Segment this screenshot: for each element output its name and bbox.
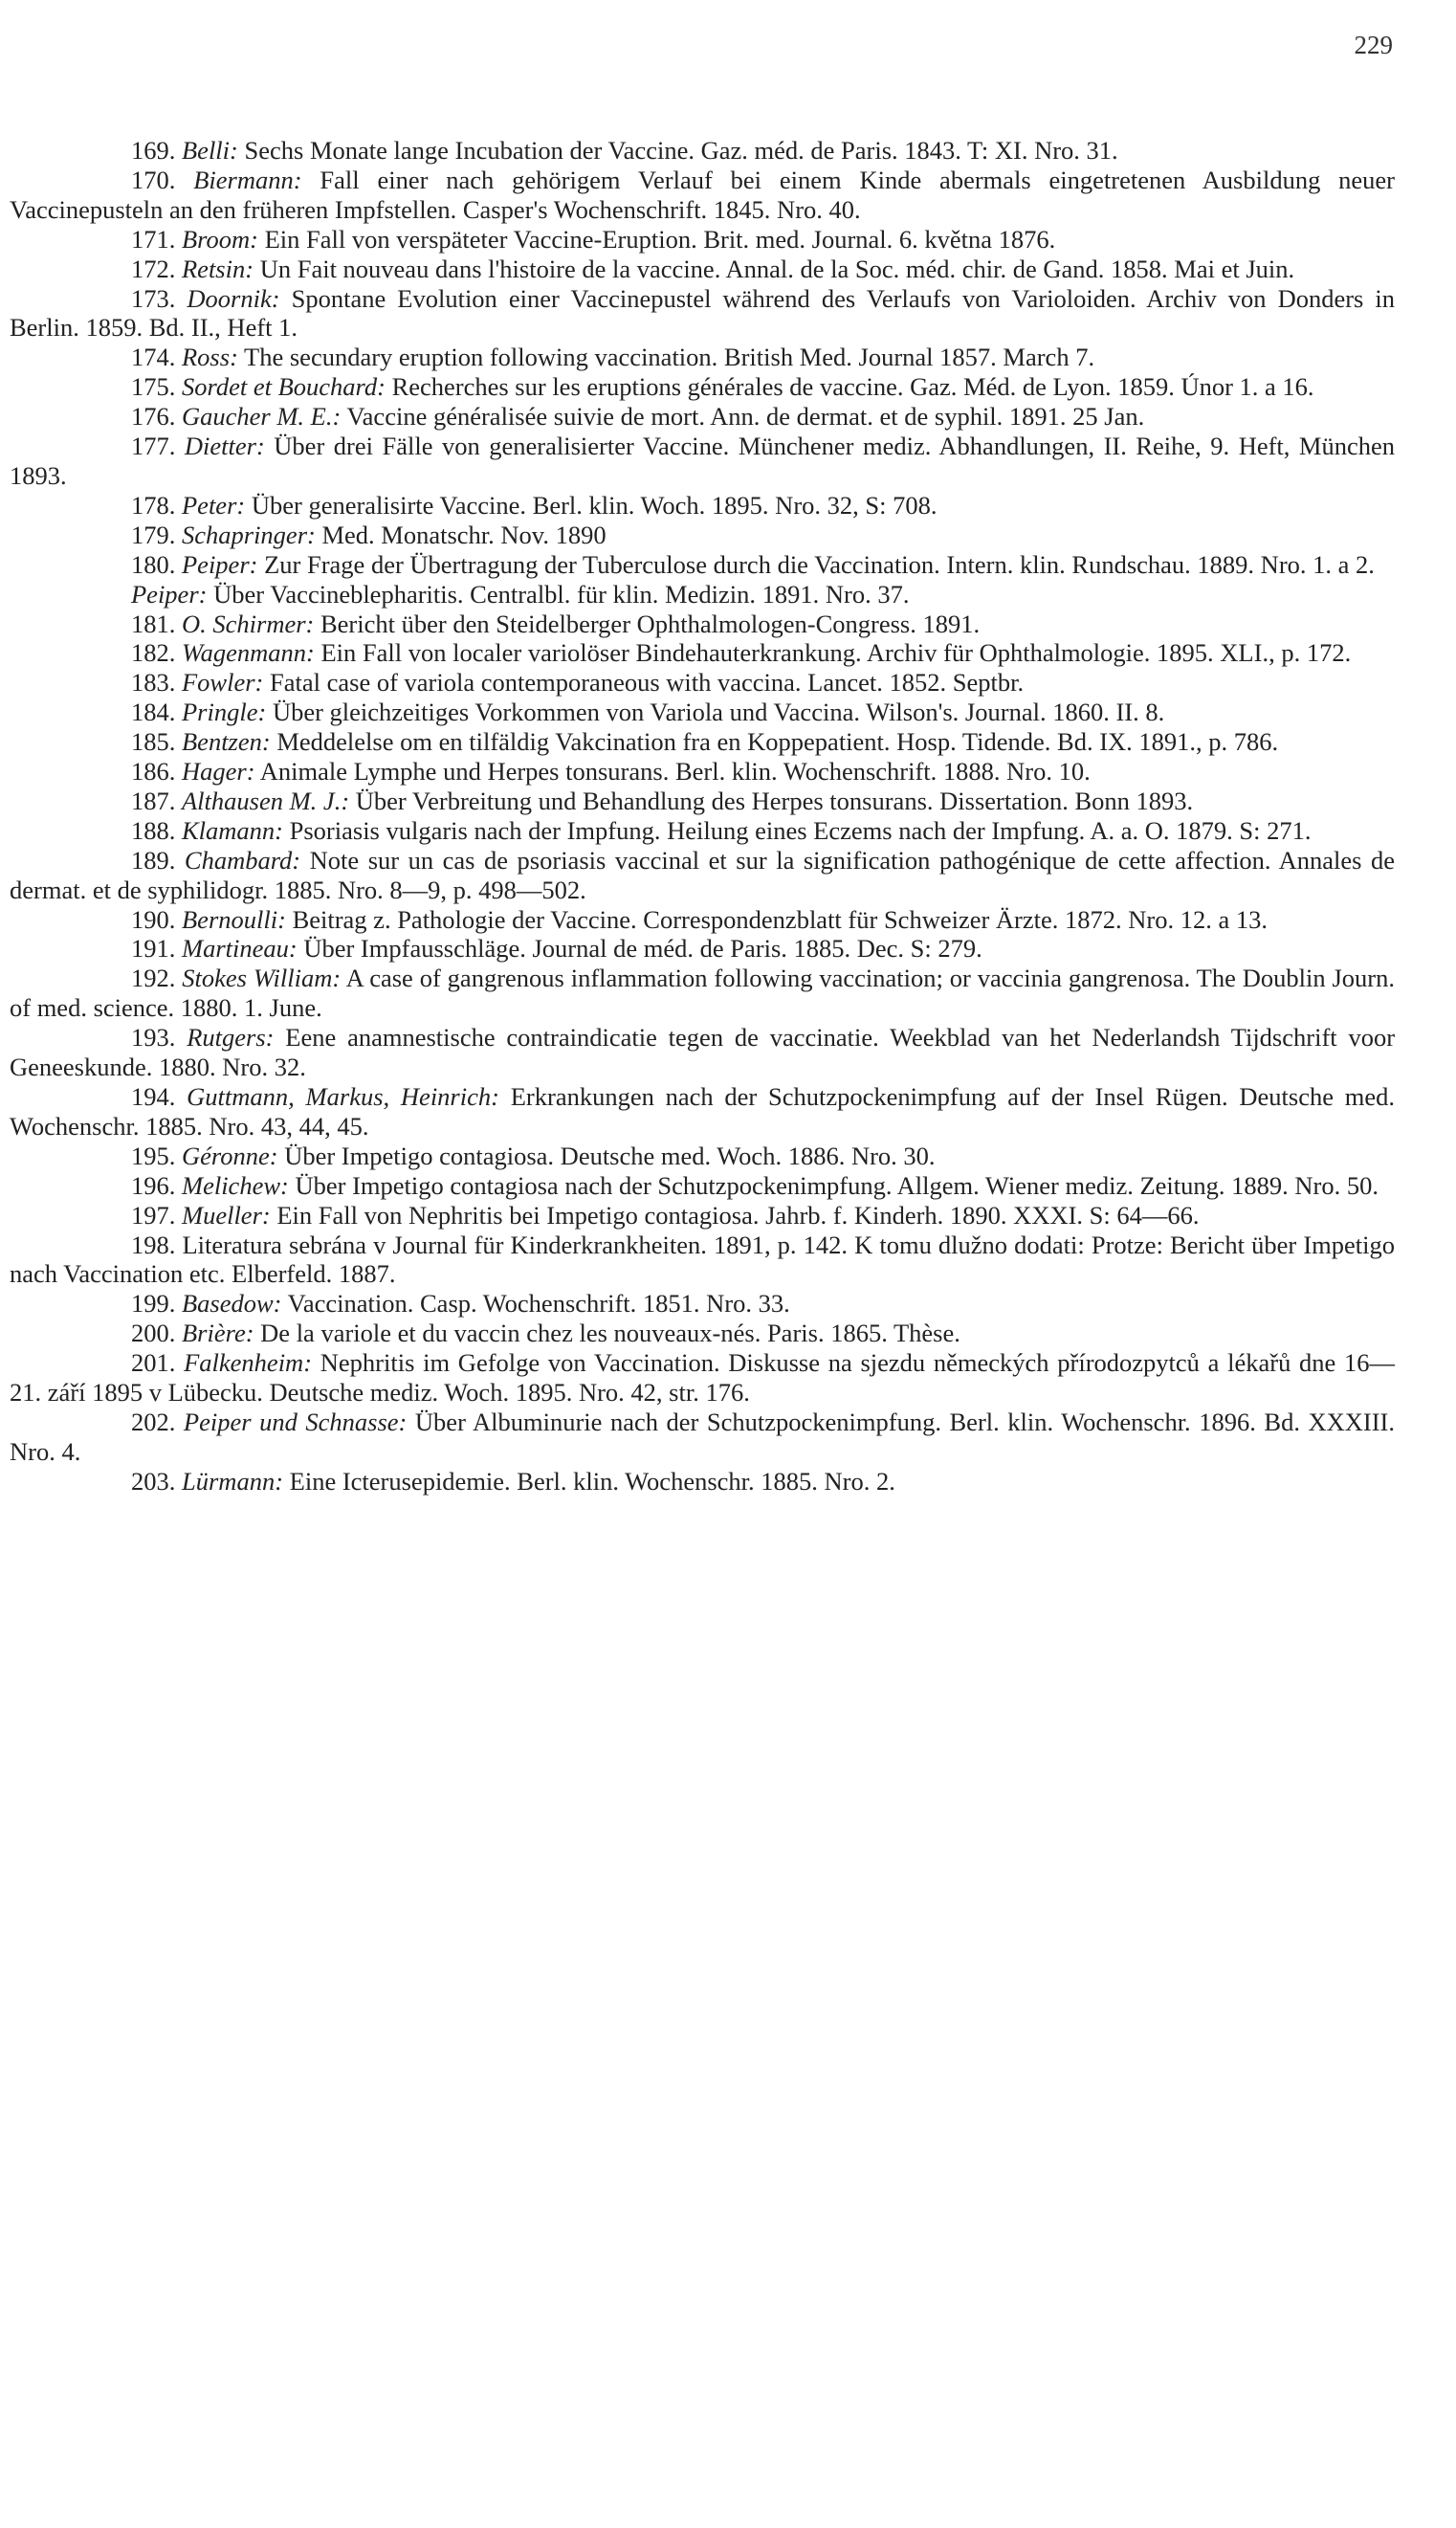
entry-text: Fatal case of variola contemporaneous with vaccina. Lancet. 1852. Septbr. bbox=[270, 668, 1025, 698]
entry-text: Med. Monatschr. Nov. 1890 bbox=[321, 520, 607, 549]
page-number: 229 bbox=[1354, 31, 1393, 59]
entry-author: Brière: bbox=[182, 1319, 254, 1348]
entry-author: Rutgers: bbox=[187, 1023, 275, 1053]
entry-author: Fowler: bbox=[182, 668, 264, 698]
entry-number: 188. bbox=[131, 815, 176, 845]
entry-text: Vaccine généralisée suivie de mort. Ann. de dermat. et de syphil. 1891. 25 Jan. bbox=[346, 402, 1145, 432]
entry-number: 180. bbox=[131, 549, 176, 579]
entry-number: 169. bbox=[131, 136, 176, 165]
bibliography-entry bbox=[10, 1023, 1395, 1082]
bibliography-entry bbox=[10, 402, 1395, 432]
bibliography-entry bbox=[10, 255, 1395, 284]
bibliography-entry bbox=[10, 1142, 1395, 1171]
entry-text: Recherches sur les eruptions générales de vaccine. Gaz. Méd. de Lyon. 1859. Únor 1. a 16. bbox=[391, 372, 1314, 402]
entry-number: 186. bbox=[131, 757, 176, 787]
bibliography-entry bbox=[10, 1231, 1395, 1290]
entry-number: 189. bbox=[131, 845, 176, 875]
entry-author: Martineau: bbox=[182, 934, 298, 964]
entry-author: Falkenheim: bbox=[184, 1348, 313, 1378]
entry-number: 187. bbox=[131, 786, 176, 815]
entry-number: 175. bbox=[131, 372, 176, 402]
entry-number: 201. bbox=[131, 1348, 176, 1378]
bibliography-entry bbox=[10, 610, 1395, 639]
bibliography-entry bbox=[10, 1171, 1395, 1201]
bibliography-entry bbox=[10, 816, 1395, 846]
bibliography-entry bbox=[10, 934, 1395, 964]
bibliography-entry bbox=[10, 1082, 1395, 1142]
entry-author: Schapringer: bbox=[182, 520, 316, 549]
entry-number: 198. bbox=[131, 1230, 176, 1259]
entry-text: Über Impfausschläge. Journal de méd. de Paris. 1885. Dec. S: 279. bbox=[303, 934, 982, 964]
entry-text: Fall einer nach gehörigem Verlauf bei einem Kinde abermals eingetretenen Ausbildung neuer Vaccinepusteln an den früheren Impfstellen. Casper's Wochenschrift. 1845. Nro. 40. bbox=[10, 165, 1396, 224]
bibliography-entry bbox=[10, 905, 1395, 935]
entry-author: Retsin: bbox=[182, 254, 254, 283]
entry-number: 181. bbox=[131, 609, 176, 638]
entry-author: Sordet et Bouchard: bbox=[182, 372, 386, 402]
bibliography-entry bbox=[10, 787, 1395, 816]
entry-author: Wagenmann: bbox=[182, 638, 315, 668]
bibliography-entry bbox=[10, 166, 1395, 225]
entry-author: Biermann: bbox=[193, 165, 302, 194]
entry-number: 185. bbox=[131, 727, 176, 757]
entry-text: Zur Frage der Übertragung der Tuberculose durch die Vaccination. Intern. klin. Rundschau. 1889. Nro. 1. a 2. bbox=[264, 549, 1375, 579]
entry-author: Peiper: bbox=[131, 579, 208, 609]
bibliography-entry bbox=[10, 638, 1395, 668]
entry-text: Psoriasis vulgaris nach der Impfung. Heilung eines Eczems nach der Impfung. A. a. O. 1879. S: 271. bbox=[289, 815, 1312, 845]
entry-number: 184. bbox=[131, 698, 176, 727]
bibliography-entry bbox=[10, 1201, 1395, 1231]
entry-text: Eine Icterusepidemie. Berl. klin. Wochenschr. 1885. Nro. 2. bbox=[289, 1466, 895, 1496]
bibliography-entry bbox=[10, 225, 1395, 255]
entry-author: Stokes William: bbox=[182, 964, 342, 993]
entry-number: 203. bbox=[131, 1466, 176, 1496]
entry-author: Bentzen: bbox=[182, 727, 271, 757]
entry-text: De la variole et du vaccin chez les nouveaux-nés. Paris. 1865. Thèse. bbox=[260, 1319, 960, 1348]
entry-text: Über Vaccineblepharitis. Centralbl. für klin. Medizin. 1891. Nro. 37. bbox=[213, 579, 910, 609]
entry-number: 192. bbox=[131, 964, 176, 993]
entry-number: 202. bbox=[131, 1407, 176, 1436]
bibliography-entry bbox=[10, 1408, 1395, 1467]
entry-author: Broom: bbox=[182, 224, 258, 254]
entry-number: 183. bbox=[131, 668, 176, 698]
bibliography-entry bbox=[10, 846, 1395, 905]
bibliography-entry bbox=[10, 964, 1395, 1023]
entry-text: Beitrag z. Pathologie der Vaccine. Correspondenzblatt für Schweizer Ärzte. 1872. Nro. 12. a 13. bbox=[292, 904, 1268, 934]
entry-text: Ein Fall von verspäteter Vaccine-Eruption. Brit. med. Journal. 6. května 1876. bbox=[264, 224, 1056, 254]
entry-author: Doornik: bbox=[187, 283, 280, 313]
entry-number: 176. bbox=[131, 402, 176, 432]
entry-author: Dietter: bbox=[184, 432, 265, 461]
entry-author: Belli: bbox=[182, 136, 238, 165]
entry-number: 179. bbox=[131, 520, 176, 549]
entry-number: 171. bbox=[131, 224, 176, 254]
entry-text: Vaccination. Casp. Wochenschrift. 1851. Nro. 33. bbox=[287, 1289, 790, 1319]
entry-text: Über Impetigo contagiosa nach der Schutzpockenimpfung. Allgem. Wiener mediz. Zeitung. 1889. Nro. 50. bbox=[295, 1170, 1379, 1200]
entry-author: Gaucher M. E.: bbox=[182, 402, 342, 432]
bibliography-entry bbox=[10, 757, 1395, 787]
entry-author: Pringle: bbox=[182, 698, 267, 727]
entry-text: Über Verbreitung und Behandlung des Herpes tonsurans. Dissertation. Bonn 1893. bbox=[355, 786, 1194, 815]
entry-author: Althausen M. J.: bbox=[182, 786, 350, 815]
bibliography-entry bbox=[10, 136, 1395, 166]
entry-text: Animale Lymphe und Herpes tonsurans. Berl. klin. Wochenschrift. 1888. Nro. 10. bbox=[259, 757, 1091, 787]
entry-author: Mueller: bbox=[182, 1200, 271, 1230]
entry-number: 177. bbox=[131, 432, 176, 461]
entry-author: Klamann: bbox=[182, 815, 283, 845]
entry-author: Guttmann, Markus, Heinrich: bbox=[187, 1082, 499, 1111]
entry-number: 200. bbox=[131, 1319, 176, 1348]
bibliography-entry bbox=[10, 372, 1395, 402]
entry-number: 178. bbox=[131, 490, 176, 520]
entry-author: Peiper und Schnasse: bbox=[183, 1407, 408, 1436]
entry-number: 197. bbox=[131, 1200, 176, 1230]
entry-text: The secundary eruption following vaccination. British Med. Journal 1857. March 7. bbox=[244, 343, 1095, 372]
bibliography-entry bbox=[10, 491, 1395, 521]
bibliography-entry bbox=[10, 580, 1395, 610]
entry-number: 191. bbox=[131, 934, 176, 964]
entry-author: Lürmann: bbox=[182, 1466, 284, 1496]
bibliography-entry bbox=[10, 521, 1395, 550]
entry-author: Peter: bbox=[182, 490, 246, 520]
entry-text: Über Albuminurie nach der Schutzpockenimpfung. Berl. klin. Wochenschr. 1896. Bd. XXXIII. Nro. 4. bbox=[10, 1407, 1395, 1466]
entry-text: Bericht über den Steidelberger Ophthalmologen-Congress. 1891. bbox=[320, 609, 981, 638]
bibliography-entry bbox=[10, 343, 1395, 372]
bibliography-entry bbox=[10, 1348, 1395, 1408]
entry-text: Sechs Monate lange Incubation der Vaccine. Gaz. méd. de Paris. 1843. T: XI. Nro. 31. bbox=[244, 136, 1118, 165]
entry-author: Ross: bbox=[182, 343, 238, 372]
bibliography-entry bbox=[10, 550, 1395, 580]
entry-text: Un Fait nouveau dans l'histoire de la vaccine. Annal. de la Soc. méd. chir. de Gand. 1858. Mai et Juin. bbox=[259, 254, 1295, 283]
bibliography-entry bbox=[10, 432, 1395, 491]
entry-text: Über gleichzeitiges Vorkommen von Variola und Vaccina. Wilson's. Journal. 1860. II. 8. bbox=[272, 698, 1165, 727]
entry-text: A case of gangrenous inflammation following vaccination; or vaccinia gangrenosa. The Doublin Journ. of med. science. 1880. 1. June. bbox=[10, 964, 1396, 1023]
bibliography-entry bbox=[10, 1319, 1395, 1348]
entry-number: 190. bbox=[131, 904, 176, 934]
entry-author: Bernoulli: bbox=[182, 904, 286, 934]
entry-number: 182. bbox=[131, 638, 176, 668]
bibliography-entry bbox=[10, 284, 1395, 344]
bibliography-entry bbox=[10, 1289, 1395, 1319]
bibliography-list bbox=[10, 136, 1395, 1497]
entry-text: Spontane Evolution einer Vaccinepustel während des Verlaufs von Varioloiden. Archiv von Donders in Berlin. 1859. Bd. II., Heft 1. bbox=[10, 283, 1396, 343]
entry-number: 173. bbox=[131, 283, 176, 313]
entry-text: Eene anamnestische contraindicatie tegen de vaccinatie. Weekblad van het Nederlandsh Tijdschrift voor Geneeskunde. 1880. Nro. 32. bbox=[10, 1023, 1396, 1082]
entry-author: O. Schirmer: bbox=[182, 609, 315, 638]
bibliography-entry bbox=[10, 727, 1395, 757]
entry-author: Géronne: bbox=[182, 1141, 278, 1170]
entry-author: Peiper: bbox=[182, 549, 258, 579]
entry-number: 195. bbox=[131, 1141, 176, 1170]
entry-author: Basedow: bbox=[182, 1289, 282, 1319]
entry-text: Literatura sebrána v Journal für Kinderkrankheiten. 1891, p. 142. K tomu dlužno dodati: Protze: Bericht über Impetigo nach Vaccination etc. Elberfeld. 1887. bbox=[10, 1230, 1395, 1289]
entry-text: Meddelelse om en tilfäldig Vakcination fra en Koppepatient. Hosp. Tidende. Bd. IX. 1891., p. 786. bbox=[276, 727, 1279, 757]
entry-text: Über Impetigo contagiosa. Deutsche med. Woch. 1886. Nro. 30. bbox=[284, 1141, 936, 1170]
entry-author: Chambard: bbox=[184, 845, 301, 875]
entry-text: Note sur un cas de psoriasis vaccinal et sur la signification pathogénique de cette affection. Annales de dermat. et de syphilidogr. 1885. Nro. 8—9, p. 498—502. bbox=[10, 845, 1396, 904]
bibliography-entry bbox=[10, 698, 1395, 727]
entry-number: 199. bbox=[131, 1289, 176, 1319]
entry-author: Hager: bbox=[182, 757, 255, 787]
entry-text: Über drei Fälle von generalisierter Vaccine. Münchener mediz. Abhandlungen, II. Reihe, 9. Heft, München 1893. bbox=[10, 432, 1396, 490]
entry-number: 170. bbox=[131, 165, 176, 194]
bibliography-entry bbox=[10, 668, 1395, 698]
entry-number: 174. bbox=[131, 343, 176, 372]
entry-number: 193. bbox=[131, 1023, 176, 1053]
entry-author: Melichew: bbox=[182, 1170, 289, 1200]
entry-text: Erkrankungen nach der Schutzpockenimpfung auf der Insel Rügen. Deutsche med. Wochenschr. 1885. Nro. 43, 44, 45. bbox=[10, 1082, 1395, 1141]
entry-number: 172. bbox=[131, 254, 176, 283]
entry-text: Ein Fall von Nephritis bei Impetigo contagiosa. Jahrb. f. Kinderh. 1890. XXXI. S: 64—66. bbox=[276, 1200, 1200, 1230]
entry-number: 196. bbox=[131, 1170, 176, 1200]
entry-text: Über generalisirte Vaccine. Berl. klin. Woch. 1895. Nro. 32, S: 708. bbox=[251, 490, 938, 520]
entry-text: Nephritis im Gefolge von Vaccination. Diskusse na sjezdu německých přírodozpytců a lékařů dne 16—21. září 1895 v Lübecku. Deutsche mediz. Woch. 1895. Nro. 42, str. 176. bbox=[10, 1348, 1396, 1408]
entry-text: Ein Fall von localer variolöser Bindehauterkrankung. Archiv für Ophthalmologie. 1895. XLI., p. 172. bbox=[320, 638, 1352, 668]
bibliography-entry bbox=[10, 1467, 1395, 1497]
entry-number: 194. bbox=[131, 1082, 176, 1111]
